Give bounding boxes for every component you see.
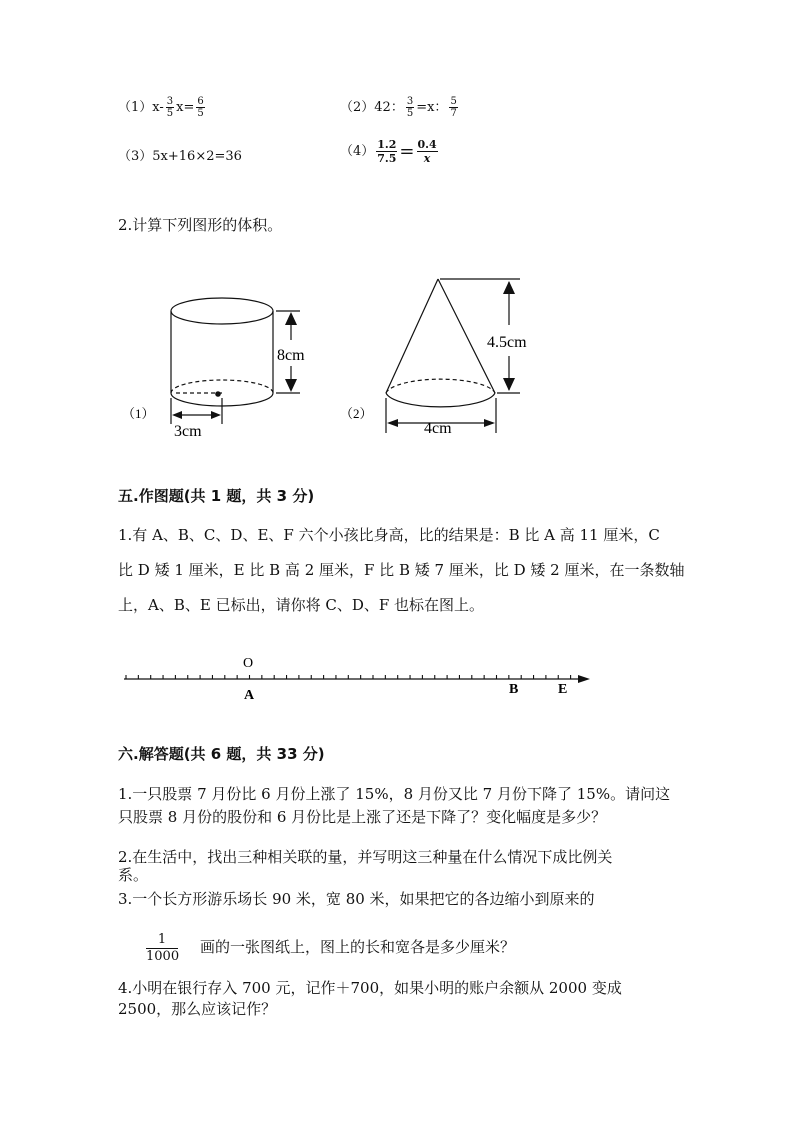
point-a-label: A [244,688,255,703]
number-line [0,650,794,705]
cone-figure [386,279,520,433]
equation-1-pre: x- [152,100,164,115]
fraction-numerator: 0.4 [417,138,437,151]
fraction-denominator: 7 [450,108,457,119]
equation-2-label: （2） [340,100,375,115]
arrow-up-icon [503,281,515,294]
fraction-numerator: 1 [146,932,178,949]
section-5-title: 五.作图题(共 1 题，共 3 分) [118,487,315,505]
cone-diameter-label: 4cm [424,420,452,437]
equation-4-label: （4） [340,144,375,159]
section-6-q3-fraction [146,932,178,965]
fraction-denominator: 1000 [146,949,180,964]
cylinder-height-label: 8cm [277,347,305,364]
section-6-q2-line-1: 2.在生活中，找出三种相关联的量，并写明这三种量在什么情况下成比例关 [118,848,613,866]
cylinder-radius-label: 3cm [174,423,202,440]
equation-2-pre: 42： [374,100,404,115]
fraction-denominator: 5 [406,108,414,119]
fraction-denominator: 5 [197,108,204,119]
equation-2-mid: =x： [416,100,448,115]
section-6-q2-line-2: 系。 [118,866,149,884]
fraction [196,96,204,119]
fraction [417,138,438,165]
section-6-q1-line-1: 1.一只股票 7 月份比 6 月份上涨了 15%，8 月份又比 7 月份下降了 15%。请问这 [118,785,671,803]
equation-1 [118,96,207,119]
equation-4-mid: = [399,141,415,162]
section-5-question-line-2: 比 D 矮 1 厘米，E 比 B 高 2 厘米，F 比 B 矮 7 厘米，比 D 矮 2 厘米，在一条数轴 [118,561,685,579]
arrow-right-icon [484,419,495,427]
fraction [406,96,414,119]
fraction [376,138,397,165]
origin-label: O [243,656,254,671]
arrow-left-icon [172,411,182,419]
section-6-q4-line-1: 4.小明在银行存入 700 元，记作＋700，如果小明的账户余额从 2000 变成 [118,979,622,997]
equation-4 [340,138,440,165]
section-5-question-line-1: 1.有 A、B、C、D、E、F 六个小孩比身高，比的结果是：B 比 A 高 11 厘米，C [118,526,660,544]
cone-height-label: 4.5cm [487,334,527,351]
section-6-q1-line-2: 只股票 8 月份的股份和 6 月份比是上涨了还是下降了？变化幅度是多少？ [118,808,607,826]
fraction [166,96,174,119]
section-6-q3-line-1: 3.一个长方形游乐场长 90 米，宽 80 米，如果把它的各边缩小到原来的 [118,890,595,908]
equation-1-mid: x= [176,100,195,115]
fraction-denominator: x [423,152,431,165]
arrow-down-icon [503,378,515,391]
fraction-numerator: 6 [197,96,204,107]
arrow-down-icon [285,379,297,392]
section-6-title: 六.解答题(共 6 题，共 33 分) [118,745,325,763]
fraction-denominator: 5 [166,108,174,119]
fraction [449,96,457,119]
equation-2 [340,96,460,119]
question-2-title: 2.计算下列图形的体积。 [118,216,283,234]
equation-3-label: （3） [118,149,153,164]
center-point-icon [215,391,221,397]
arrow-right-icon [211,411,221,419]
section-6-q4-line-2: 2500，那么应该记作？ [118,1000,277,1018]
section-6-q3-line-2: 画的一张图纸上，图上的长和宽各是多少厘米？ [200,938,516,956]
arrow-up-icon [285,312,297,325]
fraction-numerator: 5 [450,96,457,107]
equation-3 [118,145,242,164]
equation-1-label: （1） [118,100,153,115]
point-e-label: E [558,682,568,697]
point-b-label: B [509,682,519,697]
equation-3-text: 5x+16×2=36 [152,149,242,164]
cylinder-figure-label: （1） [122,406,155,421]
fraction-denominator: 7.5 [377,152,397,165]
section-5-question-line-3: 上，A、B、E 已标出，请你将 C、D、F 也标在图上。 [118,596,485,614]
fraction-numerator: 1.2 [377,138,397,151]
fraction-numerator: 3 [406,96,414,107]
arrow-left-icon [387,419,398,427]
fraction-numerator: 3 [166,96,174,107]
axis-arrow-icon [578,675,590,683]
cone-figure-label: （2） [340,406,373,421]
volume-figures [0,260,794,450]
